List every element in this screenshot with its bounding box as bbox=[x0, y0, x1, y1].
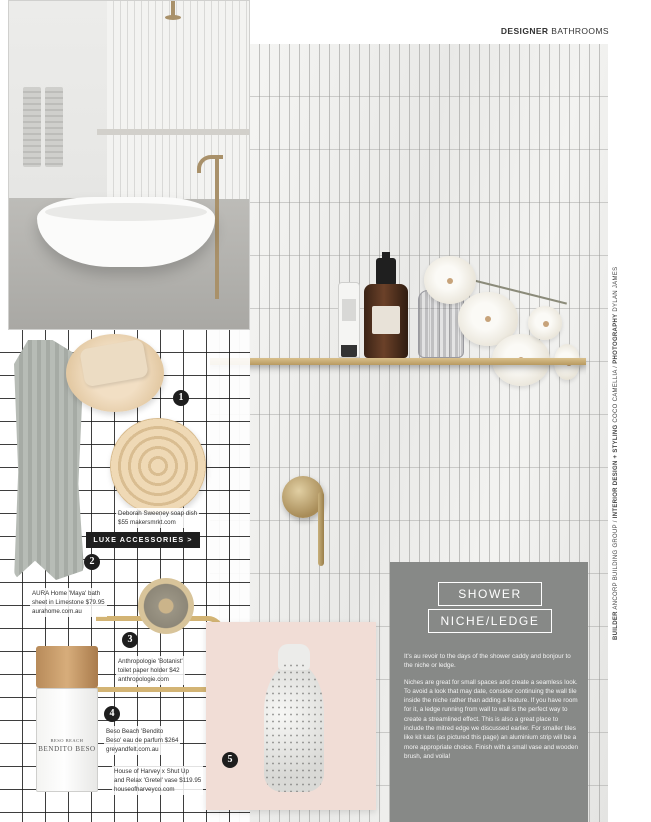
caption-line: Anthropologie 'Botanist' bbox=[118, 658, 183, 665]
panel-title-line-2: NICHE/LEDGE bbox=[428, 609, 552, 633]
shower-head bbox=[171, 1, 175, 19]
credit-design-value: COCO CAMELLIA / bbox=[613, 363, 619, 425]
toilet-paper-holder-image bbox=[138, 578, 194, 634]
speckled-vase-image bbox=[264, 662, 324, 792]
bathroom-photo bbox=[8, 0, 250, 330]
caption-line: sheet in Limestone $79.95 bbox=[32, 599, 105, 606]
caption-line: Beso Beach 'Bendito bbox=[106, 728, 164, 735]
perfume-brand: BESO BEACH bbox=[50, 738, 84, 743]
photo-credits bbox=[613, 260, 619, 640]
bath-niche-ledge bbox=[97, 129, 249, 135]
section-header bbox=[501, 26, 609, 36]
perfume-name: BENDITO BESO bbox=[38, 745, 96, 753]
caption-line: anthropologie.com bbox=[118, 676, 169, 683]
soap-bar-image bbox=[66, 334, 164, 412]
cream-tube-image bbox=[338, 282, 360, 358]
caption-line: Beso' eau de parfum $264 bbox=[106, 737, 179, 744]
perfume-bottle-image bbox=[36, 646, 98, 792]
amber-pump-bottle-image bbox=[364, 284, 408, 358]
credit-builder-label: BUILDER bbox=[613, 611, 619, 640]
product-caption-2 bbox=[30, 588, 107, 617]
brass-ledge bbox=[210, 358, 586, 365]
soap-dish-image bbox=[110, 418, 206, 514]
bath-spout-image bbox=[215, 159, 219, 299]
credit-design-label: INTERIOR DESIGN + STYLING bbox=[613, 424, 619, 519]
product-number-badge: 4 bbox=[104, 706, 120, 722]
caption-line: toilet paper holder $42 bbox=[118, 667, 180, 674]
caption-line: AURA Home 'Maya' bath bbox=[32, 590, 101, 597]
pump-neck-image bbox=[376, 258, 396, 286]
section-header-rest: BATHROOMS bbox=[548, 26, 609, 36]
vase-photo bbox=[206, 622, 376, 810]
product-caption-4 bbox=[104, 726, 180, 755]
ledge-shadow bbox=[210, 365, 586, 375]
orchid-flower bbox=[424, 256, 476, 304]
panel-title-line-1: SHOWER bbox=[438, 582, 542, 606]
product-number-badge: 2 bbox=[84, 554, 100, 570]
credit-photo-label: PHOTOGRAPHY bbox=[613, 313, 619, 364]
caption-line: Deborah Sweeney soap dish bbox=[118, 510, 198, 517]
caption-line: House of Harvey x Shut Up bbox=[114, 768, 189, 775]
product-number-badge: 1 bbox=[173, 390, 189, 406]
caption-line: $55 makersmrkt.com bbox=[118, 519, 176, 526]
panel-paragraph-2: Niches are great for small spaces and create a seamless look. To avoid a look that may date, consider continuing the wall tile inside the niche rather than adding a feature. If you have room for it, a ledge running from wall to wall is the perfect way to create a streamlined effect. This is also a great place to include the mitred edge we discussed earlier. For smaller tiles like kit kats (as pictured this page) an aluminium strip will be a more appropriate choice. Finish with a small vase and wooden brush, and voila! bbox=[404, 678, 578, 760]
shower-mixer-lever bbox=[318, 492, 324, 566]
caption-line: and Relax 'Gretel' vase $119.95 bbox=[114, 777, 202, 784]
shower-niche-panel bbox=[390, 562, 588, 822]
product-number-badge: 3 bbox=[122, 632, 138, 648]
panel-body bbox=[404, 652, 578, 761]
product-caption-5 bbox=[112, 766, 203, 795]
product-number-badge: 5 bbox=[222, 752, 238, 768]
credit-photo-value: DYLAN JAMES bbox=[613, 266, 619, 314]
section-header-bold: DESIGNER bbox=[500, 26, 549, 36]
panel-paragraph-1: It's au revoir to the days of the shower caddy and bonjour to the niche or ledge. bbox=[404, 653, 571, 670]
bath-wall-tiles bbox=[107, 1, 250, 199]
hanging-towel bbox=[23, 87, 41, 167]
credit-builder-value: ANCORP BUILDING GROUP / bbox=[613, 518, 619, 612]
caption-line: houseofharveyco.com bbox=[114, 786, 175, 793]
product-caption-3 bbox=[116, 656, 185, 685]
caption-line: aurahome.com.au bbox=[32, 608, 82, 615]
hanging-towel bbox=[45, 87, 63, 167]
orchid-flower bbox=[528, 306, 562, 340]
freestanding-bath-image bbox=[37, 197, 215, 267]
luxe-accessories-banner: LUXE ACCESSORIES > bbox=[86, 532, 200, 548]
caption-line: greyandfelt.com.au bbox=[106, 746, 159, 753]
product-caption-1 bbox=[116, 508, 199, 528]
